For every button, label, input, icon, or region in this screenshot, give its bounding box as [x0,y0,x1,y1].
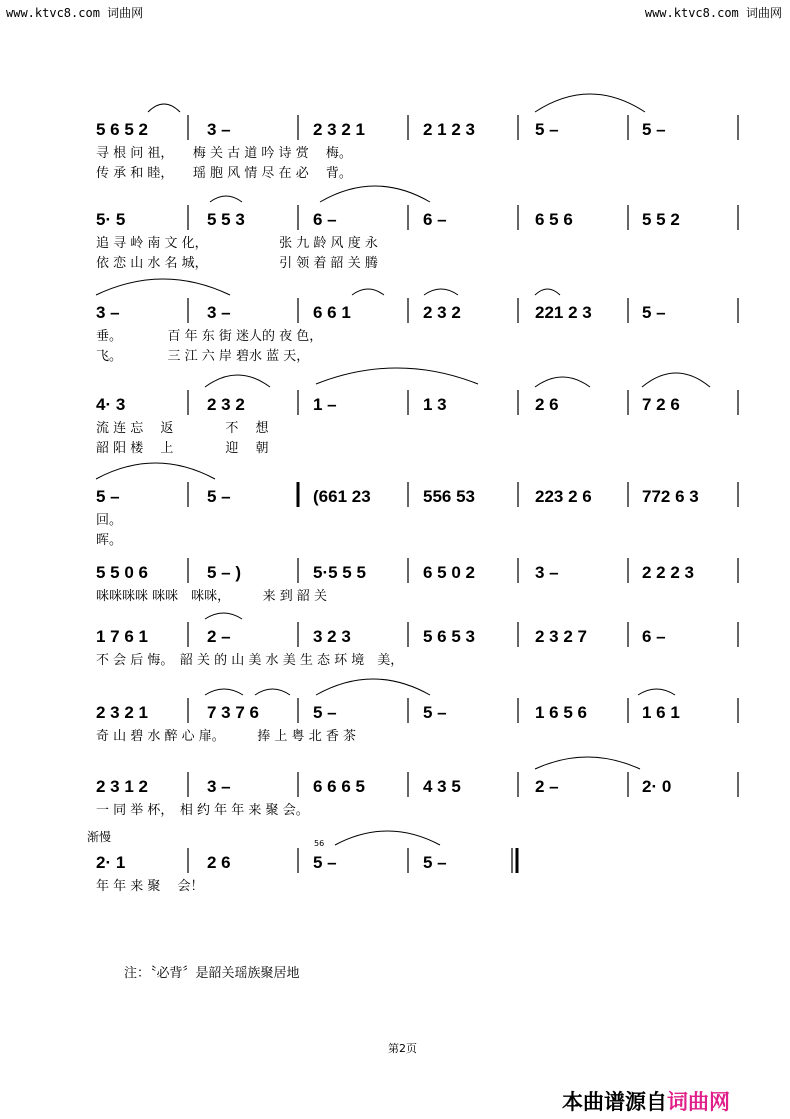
measure-notes: 2 6 [535,395,559,414]
measure-notes: 5 – [642,303,666,322]
slur [320,186,430,202]
slur [535,757,640,769]
slur [642,373,710,387]
measure-notes: 223 2 6 [535,487,592,506]
measure-notes: 5 – [207,487,231,506]
slur [205,689,243,695]
measure-notes: 5 5 0 6 [96,563,148,582]
slur [352,289,384,295]
measure-notes: 1 – [313,395,337,414]
measure-notes: 772 6 3 [642,487,699,506]
slur [205,375,270,387]
measure-notes: 6 – [423,210,447,229]
measure-notes: 2· 0 [642,777,672,796]
footnote: 注：〝必背〞是韶关瑶族聚居地 [124,966,300,981]
lyric-line-1: 一 同 举 杯， 相 约 年 年 来 聚 会。 [96,803,309,818]
lyric-line-1: 回。 [96,513,123,528]
measure-notes: 221 2 3 [535,303,592,322]
lyric-line-1: 寻 根 问 祖， 梅 关 古 道 吟 诗 赏 梅。 [96,146,352,161]
slur [535,377,590,387]
measure-notes: (661 23 [313,487,371,506]
measure-notes: 5 – [535,120,559,139]
measure-notes: 5 – [642,120,666,139]
lyric-line-1: 奇 山 碧 水 醉 心 扉。 捧 上 粤 北 香 茶 [96,729,356,744]
slur [535,289,560,295]
measure-notes: 2 3 2 [423,303,461,322]
measure-notes: 2 2 2 3 [642,563,694,582]
measure-notes: 7 3 7 6 [207,703,259,722]
measure-notes: 5 – ) [207,563,242,582]
measure-notes: 2 3 2 1 [96,703,148,722]
measure-notes: 6 – [313,210,337,229]
site-header-right: www.ktvc8.com 词曲网 [644,6,782,20]
measure-notes: 5 – [423,703,447,722]
footer-prefix: 本曲谱源自 [562,1090,667,1114]
measure-notes: 3 – [207,120,231,139]
slur [316,679,430,695]
slur [205,613,242,619]
measure-notes: 2 1 2 3 [423,120,475,139]
measure-notes: 2· 1 [96,853,126,872]
measure-notes: 1 6 1 [642,703,680,722]
measure-notes: 2 3 1 2 [96,777,148,796]
lyric-line-1: 咪咪咪咪 咪咪 咪咪， 来 到 韶 关 [96,589,328,604]
measure-notes: 5 5 3 [207,210,245,229]
measure-notes: 6 6 1 [313,303,351,322]
source-footer [562,1086,730,1116]
measure-notes: 1 3 [423,395,447,414]
measure-notes: 5 – [313,853,337,872]
lyric-line-2: 传 承 和 睦， 瑶 胞 风 情 尽 在 必 背。 [96,166,352,181]
measure-notes: 5· 5 [96,210,126,229]
measure-notes: 3 2 3 [313,627,351,646]
footer-brand: 词曲网 [667,1090,730,1114]
measure-notes: 4 3 5 [423,777,461,796]
lyric-line-2: 飞。 三 江 六 岸 碧水 蓝 天， [96,349,310,364]
slur [148,104,180,112]
measure-notes: 3 – [207,777,231,796]
measure-notes: 3 – [207,303,231,322]
tempo-mark: 渐慢 [87,830,112,844]
measure-notes: 2 3 2 1 [313,120,365,139]
slur [316,368,478,384]
measure-notes: 556 53 [423,487,475,506]
measure-notes: 6 – [642,627,666,646]
measure-notes: 7 2 6 [642,395,680,414]
slur [424,289,458,295]
slur [96,279,230,295]
measure-notes: 5 5 2 [642,210,680,229]
lyric-line-1: 年 年 来 聚 会！ [96,879,204,894]
slur [335,831,440,845]
lyric-line-2: 晖。 [96,533,123,548]
page-number: 第2页 [388,1042,417,1055]
measure-notes: 2 – [535,777,559,796]
measure-notes: 2 6 [207,853,231,872]
grace-note: 56 [314,839,325,848]
lyric-line-2: 依 恋 山 水 名 城， 引 领 着 韶 关 腾 [96,256,378,271]
measure-notes: 2 3 2 [207,395,245,414]
measure-notes: 3 – [96,303,120,322]
slur [255,689,290,695]
measure-notes: 5 6 5 2 [96,120,148,139]
slur [96,463,215,479]
measure-notes: 3 – [535,563,559,582]
measure-notes: 6 5 0 2 [423,563,475,582]
measure-notes: 6 5 6 [535,210,573,229]
lyric-line-1: 流 连 忘 返 不 想 [96,421,269,436]
slur [210,196,242,202]
slur [638,689,675,695]
measure-notes: 5 – [96,487,120,506]
site-header-left: www.ktvc8.com 词曲网 [6,6,144,20]
measure-notes: 5·5 5 5 [313,563,366,582]
measure-notes: 2 – [207,627,231,646]
measure-notes: 4· 3 [96,395,126,414]
slur [535,94,645,112]
measure-notes: 2 3 2 7 [535,627,587,646]
lyric-line-1: 不 会 后 悔。 韶 关 的 山 美 水 美 生 态 环 境 美， [96,653,404,668]
measure-notes: 1 7 6 1 [96,627,148,646]
lyric-line-2: 韶 阳 楼 上 迎 朝 [96,441,269,456]
measure-notes: 6 6 6 5 [313,777,365,796]
lyric-line-1: 追 寻 岭 南 文 化， 张 九 龄 风 度 永 [96,236,378,251]
measure-notes: 5 6 5 3 [423,627,475,646]
measure-notes: 5 – [423,853,447,872]
lyric-line-1: 垂。 百 年 东 街 迷人的 夜 色， [96,329,323,344]
measure-notes: 1 6 5 6 [535,703,587,722]
measure-notes: 5 – [313,703,337,722]
